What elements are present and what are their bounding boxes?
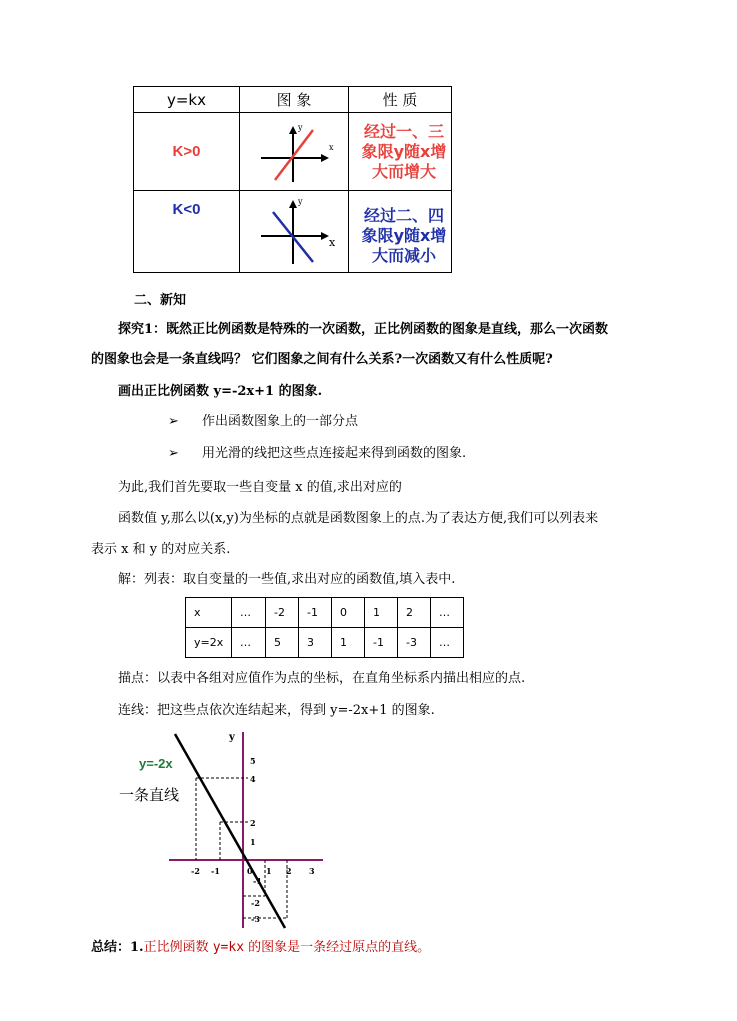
x-tick: 2 — [286, 866, 292, 876]
task-line: 画出正比例函数 y=-2x+1 的图象. — [118, 384, 323, 399]
table-row — [134, 191, 452, 273]
axis-y-label: y — [298, 196, 303, 206]
x-tick: 1 — [266, 866, 272, 876]
header-cell: y=kx — [134, 87, 240, 113]
x-tick: 3 — [309, 866, 315, 876]
k-negative-label: K<0 — [134, 191, 240, 273]
y-tick: -1 — [253, 876, 262, 886]
x-tick: -2 — [191, 866, 200, 876]
explore-label: 探究1： — [118, 322, 167, 337]
properties-table — [133, 86, 452, 273]
table-row: y=2x … 5 3 1 -1 -3 … — [186, 628, 464, 658]
plot-text: 描点：以表中各组对应值作为点的坐标，在直角坐标系内描出相应的点. — [118, 671, 526, 686]
k-positive-label: K>0 — [134, 113, 240, 191]
table-row — [134, 113, 452, 191]
x-tick: 0 — [247, 866, 253, 876]
step-1: 作出函数图象上的一部分点 — [202, 414, 359, 429]
bullet-icon: ➢ — [168, 414, 179, 429]
header-cell: 性 质 — [349, 87, 452, 113]
summary-line: 总结：1.正比例函数 y=kx 的图象是一条经过原点的直线。 — [91, 940, 431, 955]
y-tick: 4 — [250, 774, 256, 784]
bullet-icon: ➢ — [168, 446, 179, 461]
negative-slope-graph — [249, 194, 339, 266]
connect-text: 连线：把这些点依次连结起来，得到 y=-2x+1 的图象. — [118, 703, 435, 718]
y-axis-label: y — [229, 732, 235, 743]
graph-cell — [240, 191, 349, 273]
header-cell: 图 象 — [240, 87, 349, 113]
line-graph — [105, 728, 345, 933]
y-tick: -2 — [251, 898, 260, 908]
table-row: x … -2 -1 0 1 2 … — [186, 598, 464, 628]
property-negative: 经过二、四 象限y随x增 大而减小 — [349, 191, 452, 273]
values-table — [185, 597, 464, 658]
step-2: 用光滑的线把这些点连接起来得到函数的图象. — [202, 446, 467, 461]
axis-x-label: x — [329, 142, 334, 152]
solution-line: 解：列表：取自变量的一些值,求出对应的函数值,填入表中. — [118, 572, 456, 587]
line-caption: 一条直线 — [119, 786, 180, 804]
para-2: 函数值 y,那么以(x,y)为坐标的点就是函数图象上的点.为了表达方便,我们可以列表来 — [118, 511, 599, 526]
properties-table-header — [134, 87, 452, 113]
para-1: 为此,我们首先要取一些自变量 x 的值,求出对应的 — [118, 480, 402, 495]
para-3: 表示 x 和 y 的对应关系. — [91, 542, 231, 557]
positive-slope-graph — [249, 116, 339, 184]
y-tick: 1 — [250, 837, 256, 847]
explore-line2: 的图象也会是一条直线吗？ 它们图象之间有什么关系?一次函数又有什么性质呢? — [91, 352, 553, 367]
y-tick: 2 — [250, 818, 256, 828]
graph-function-label: y=-2x — [139, 756, 173, 771]
y-tick: 5 — [250, 756, 256, 766]
section-title: 二、新知 — [134, 293, 187, 308]
property-positive: 经过一、三 象限y随x增 大而增大 — [349, 113, 452, 191]
axis-y-label: y — [298, 122, 303, 132]
x-tick: -1 — [211, 866, 220, 876]
axis-x-label: x — [329, 235, 336, 249]
y-tick: -3 — [251, 914, 260, 924]
graph-cell — [240, 113, 349, 191]
explore-paragraph: 探究1：既然正比例函数是特殊的一次函数，正比例函数的图象是直线，那么一次函数 — [118, 322, 609, 337]
